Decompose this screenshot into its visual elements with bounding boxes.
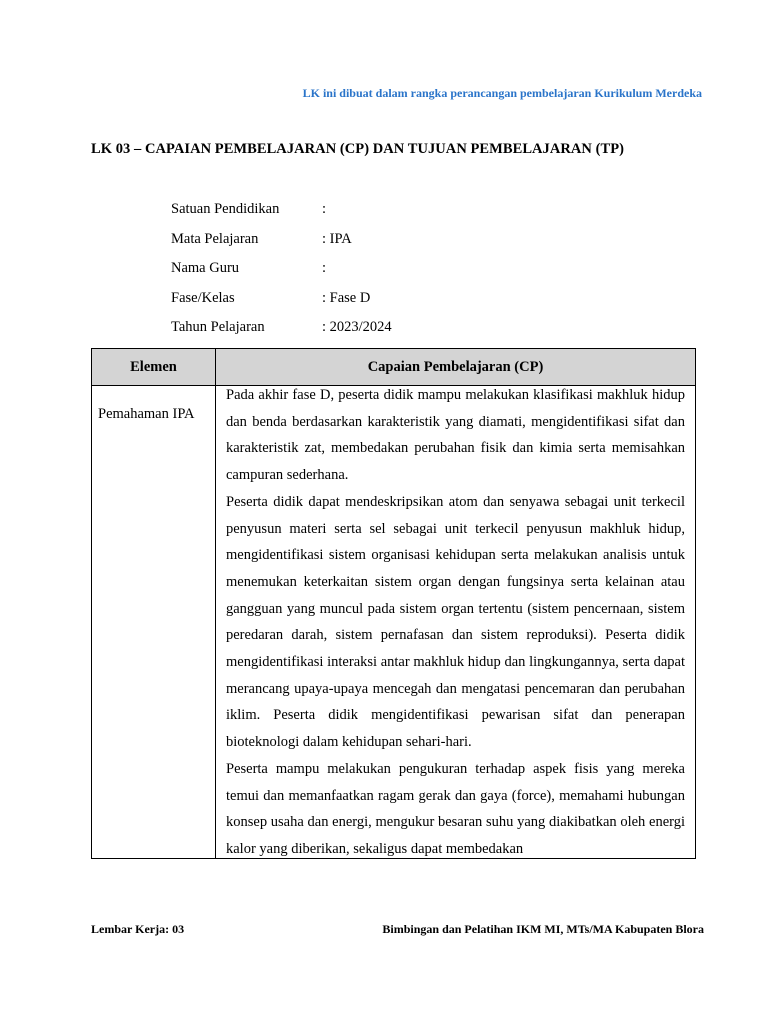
header-elemen: Elemen bbox=[92, 349, 216, 385]
info-row-satuan-pendidikan bbox=[171, 199, 392, 229]
cp-cell bbox=[216, 382, 695, 859]
footer-worksheet-label: Lembar Kerja: 03 bbox=[91, 922, 185, 936]
info-label: Nama Guru bbox=[171, 260, 240, 277]
info-label: Fase/Kelas bbox=[171, 289, 235, 306]
info-value: : 2023/2024 bbox=[322, 319, 392, 336]
elemen-cell: Pemahaman IPA bbox=[92, 386, 216, 859]
info-row-tahun-pelajaran bbox=[171, 317, 392, 347]
table-row bbox=[92, 386, 695, 859]
document-title: LK 03 – CAPAIAN PEMBELAJARAN (CP) DAN TUJUAN PEMBELAJARAN (TP) bbox=[91, 141, 625, 157]
header-note: LK ini dibuat dalam rangka perancangan pembelajaran Kurikulum Merdeka bbox=[302, 86, 702, 100]
info-value: : Fase D bbox=[322, 289, 371, 306]
cp-paragraph: Peserta didik dapat mendeskripsikan atom dan senyawa sebagai unit terkecil penyusun materi serta sel sebagai unit terkecil penyusun makhluk hidup, mengidentifikasi sistem organisasi kehidupan serta melakukan analisis untuk menemukan keterkaitan sistem organ dengan fungsinya serta kelainan atau gangguan yang muncul pada sistem organ tertentu (sistem pencernaan, sistem peredaran darah, sistem pernafasan dan sistem reproduksi). Peserta didik mengidentifikasi interaksi antar makhluk hidup dan lingkungannya, serta dapat merancang upaya-upaya mencegah dan mengatasi pencemaran dan perubahan iklim. Peserta didik mengidentifikasi pewarisan sifat dan penerapan bioteknologi dalam kehidupan sehari-hari. bbox=[226, 493, 685, 751]
cp-table bbox=[91, 348, 696, 859]
info-row-mata-pelajaran bbox=[171, 229, 392, 259]
info-value: : bbox=[322, 201, 327, 217]
cp-paragraph: Pada akhir fase D, peserta didik mampu melakukan klasifikasi makhluk hidup dan benda berdasarkan karakteristik yang diamati, mengidentifikasi sifat dan karakteristik zat, membedakan perubahan fisik dan kimia serta memisahkan campuran sederhana. bbox=[226, 387, 685, 484]
info-value: : bbox=[322, 260, 327, 277]
info-row-nama-guru bbox=[171, 258, 392, 288]
info-row-fase-kelas bbox=[171, 288, 392, 318]
identity-info bbox=[171, 199, 392, 347]
header-capaian-pembelajaran: Capaian Pembelajaran (CP) bbox=[367, 358, 544, 375]
info-label: Satuan Pendidikan bbox=[171, 201, 280, 217]
table-header-row bbox=[92, 349, 695, 386]
cp-paragraph: Peserta mampu melakukan pengukuran terhadap aspek fisis yang mereka temui dan memanfaatkan ragam gerak dan gaya (force), memahami hubungan konsep usaha dan energi, mengukur besaran suhu yang diakibatkan oleh energi kalor yang diberikan, sekaligus dapat membedakan bbox=[226, 760, 685, 857]
info-label: Mata Pelajaran bbox=[171, 230, 259, 247]
footer-organizer: Bimbingan dan Pelatihan IKM MI, MTs/MA Kabupaten Blora bbox=[382, 922, 704, 936]
info-value: : IPA bbox=[322, 230, 352, 247]
info-label: Tahun Pelajaran bbox=[171, 319, 265, 336]
